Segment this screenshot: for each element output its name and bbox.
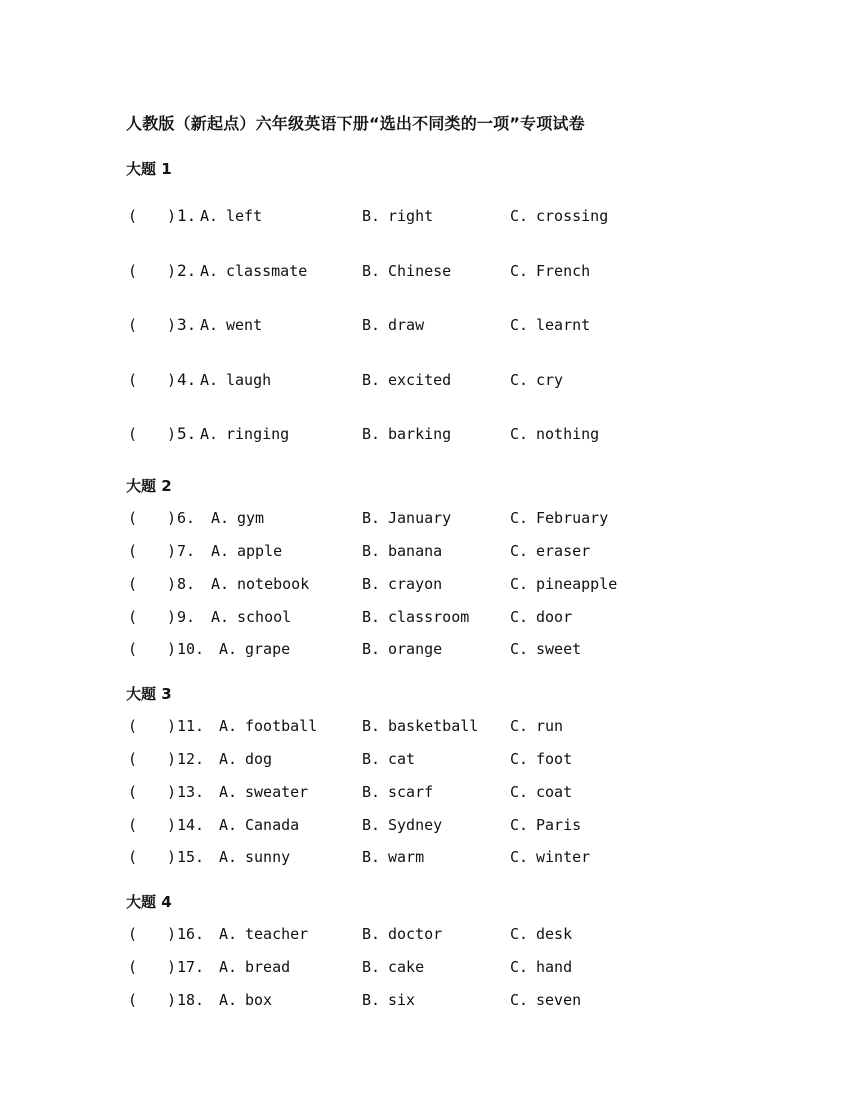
option-c-text: sweet [536,640,582,658]
question-number: 5. [177,424,197,443]
option-b-text: draw [388,316,425,334]
answer-paren-close: ) [167,542,177,560]
option-a-text: went [226,316,263,334]
answer-paren-open: ( [128,958,138,976]
answer-paren-open: ( [128,542,138,560]
option-a-text: laugh [226,371,272,389]
option-c-label: C. [510,750,529,768]
option-c-label: C. [510,608,529,626]
option-c-text: French [536,262,591,280]
option-b-text: January [388,509,452,527]
option-b-label: B. [362,640,381,658]
option-b-text: banana [388,542,443,560]
question-number: 13. [177,783,205,801]
option-a-text: ringing [226,425,290,443]
option-a-text: sweater [245,783,309,801]
option-b-label: B. [362,783,381,801]
answer-paren-open: ( [128,991,138,1009]
option-b-text: basketball [388,717,479,735]
option-c-text: run [536,717,564,735]
option-a-label: A. [219,925,238,943]
question-row-6 [0,507,860,529]
answer-paren-close: ) [167,608,177,626]
option-c-text: crossing [536,207,609,225]
answer-paren-open: ( [128,608,138,626]
option-b-label: B. [362,958,381,976]
question-row-4 [0,369,860,391]
option-a-label: A. [219,750,238,768]
option-b-text: excited [388,371,452,389]
option-b-label: B. [362,991,381,1009]
option-c-text: seven [536,991,582,1009]
option-a-text: grape [245,640,291,658]
option-a-text: school [237,608,292,626]
answer-paren-close: ) [167,783,177,801]
option-c-text: eraser [536,542,591,560]
question-row-2 [0,260,860,282]
question-number: 16. [177,925,205,943]
option-b-text: crayon [388,575,443,593]
option-c-label: C. [510,316,529,334]
question-number: 4. [177,370,197,389]
question-number: 17. [177,958,205,976]
option-b-label: B. [362,750,381,768]
option-b-label: B. [362,816,381,834]
question-row-10 [0,638,860,660]
option-a-label: A. [219,816,238,834]
option-c-label: C. [510,816,529,834]
question-row-18 [0,989,860,1011]
option-c-label: C. [510,848,529,866]
option-c-text: cry [536,371,564,389]
option-b-label: B. [362,717,381,735]
answer-paren-close: ) [167,991,177,1009]
answer-paren-open: ( [128,925,138,943]
option-c-label: C. [510,958,529,976]
option-c-text: coat [536,783,573,801]
question-number: 9. [177,608,196,626]
option-a-label: A. [219,848,238,866]
option-a-label: A. [219,991,238,1009]
option-a-text: sunny [245,848,291,866]
option-b-label: B. [362,608,381,626]
option-a-label: A. [200,316,219,334]
option-a-text: bread [245,958,291,976]
option-c-label: C. [510,717,529,735]
option-a-label: A. [200,371,219,389]
question-number: 11. [177,717,205,735]
answer-paren-open: ( [128,207,138,225]
option-c-label: C. [510,925,529,943]
section-heading-2: 大题 2 [126,477,172,495]
option-b-text: Chinese [388,262,452,280]
question-number: 14. [177,816,205,834]
option-c-label: C. [510,640,529,658]
option-b-label: B. [362,542,381,560]
question-number: 15. [177,848,205,866]
option-a-text: teacher [245,925,309,943]
option-b-label: B. [362,371,381,389]
question-number: 6. [177,509,196,527]
answer-paren-open: ( [128,316,138,334]
answer-paren-open: ( [128,640,138,658]
option-a-text: apple [237,542,283,560]
answer-paren-close: ) [167,750,177,768]
option-b-label: B. [362,207,381,225]
question-row-11 [0,715,860,737]
answer-paren-open: ( [128,371,138,389]
option-b-label: B. [362,575,381,593]
option-c-text: winter [536,848,591,866]
option-a-label: A. [211,542,230,560]
answer-paren-close: ) [167,717,177,735]
answer-paren-close: ) [167,425,177,443]
question-number: 1. [177,206,197,225]
answer-paren-close: ) [167,640,177,658]
answer-paren-open: ( [128,816,138,834]
question-row-15 [0,846,860,868]
option-c-label: C. [510,262,529,280]
option-a-label: A. [211,509,230,527]
option-b-text: classroom [388,608,470,626]
answer-paren-close: ) [167,509,177,527]
answer-paren-open: ( [128,750,138,768]
question-number: 12. [177,750,205,768]
option-b-text: doctor [388,925,443,943]
option-c-label: C. [510,542,529,560]
option-a-text: notebook [237,575,310,593]
option-a-label: A. [211,575,230,593]
answer-paren-close: ) [167,816,177,834]
option-c-text: Paris [536,816,582,834]
question-row-16 [0,923,860,945]
answer-paren-close: ) [167,316,177,334]
question-number: 10. [177,640,205,658]
option-c-text: learnt [536,316,591,334]
option-c-label: C. [510,575,529,593]
question-row-5 [0,423,860,445]
page-title: 人教版（新起点）六年级英语下册“选出不同类的一项”专项试卷 [126,114,585,133]
question-row-12 [0,748,860,770]
question-row-1 [0,205,860,227]
section-heading-4: 大题 4 [126,893,172,911]
option-c-text: desk [536,925,573,943]
option-a-label: A. [219,640,238,658]
option-c-text: door [536,608,573,626]
answer-paren-open: ( [128,575,138,593]
option-c-text: hand [536,958,573,976]
section-heading-1: 大题 1 [126,160,172,178]
question-row-17 [0,956,860,978]
option-c-text: February [536,509,609,527]
answer-paren-open: ( [128,262,138,280]
answer-paren-close: ) [167,958,177,976]
option-c-label: C. [510,783,529,801]
option-c-text: pineapple [536,575,618,593]
option-c-text: nothing [536,425,600,443]
question-number: 7. [177,542,196,560]
option-b-text: Sydney [388,816,443,834]
option-b-text: warm [388,848,425,866]
option-a-label: A. [219,717,238,735]
option-c-text: foot [536,750,573,768]
option-c-label: C. [510,425,529,443]
option-b-text: scarf [388,783,434,801]
option-a-label: A. [219,958,238,976]
option-b-label: B. [362,925,381,943]
answer-paren-close: ) [167,575,177,593]
option-a-label: A. [200,425,219,443]
option-a-text: football [245,717,318,735]
option-a-label: A. [211,608,230,626]
question-row-7 [0,540,860,562]
question-row-13 [0,781,860,803]
option-a-text: gym [237,509,265,527]
answer-paren-open: ( [128,509,138,527]
option-b-text: right [388,207,434,225]
answer-paren-close: ) [167,371,177,389]
answer-paren-close: ) [167,848,177,866]
option-a-text: classmate [226,262,308,280]
answer-paren-open: ( [128,425,138,443]
question-number: 18. [177,991,205,1009]
option-b-label: B. [362,316,381,334]
option-b-text: barking [388,425,452,443]
option-b-label: B. [362,425,381,443]
option-b-text: orange [388,640,443,658]
option-c-label: C. [510,509,529,527]
question-row-8 [0,573,860,595]
option-a-text: Canada [245,816,300,834]
option-c-label: C. [510,207,529,225]
section-heading-3: 大题 3 [126,685,172,703]
question-number: 8. [177,575,196,593]
answer-paren-open: ( [128,783,138,801]
option-b-text: cake [388,958,425,976]
option-b-label: B. [362,262,381,280]
option-b-label: B. [362,509,381,527]
option-a-label: A. [200,207,219,225]
option-a-label: A. [219,783,238,801]
answer-paren-close: ) [167,925,177,943]
option-a-text: left [226,207,263,225]
option-a-text: box [245,991,273,1009]
option-b-text: six [388,991,416,1009]
answer-paren-close: ) [167,262,177,280]
answer-paren-open: ( [128,848,138,866]
answer-paren-close: ) [167,207,177,225]
question-row-14 [0,814,860,836]
option-c-label: C. [510,991,529,1009]
option-c-label: C. [510,371,529,389]
option-a-text: dog [245,750,273,768]
question-row-3 [0,314,860,336]
option-b-text: cat [388,750,416,768]
question-number: 2. [177,261,197,280]
option-b-label: B. [362,848,381,866]
option-a-label: A. [200,262,219,280]
answer-paren-open: ( [128,717,138,735]
question-row-9 [0,606,860,628]
question-number: 3. [177,315,197,334]
